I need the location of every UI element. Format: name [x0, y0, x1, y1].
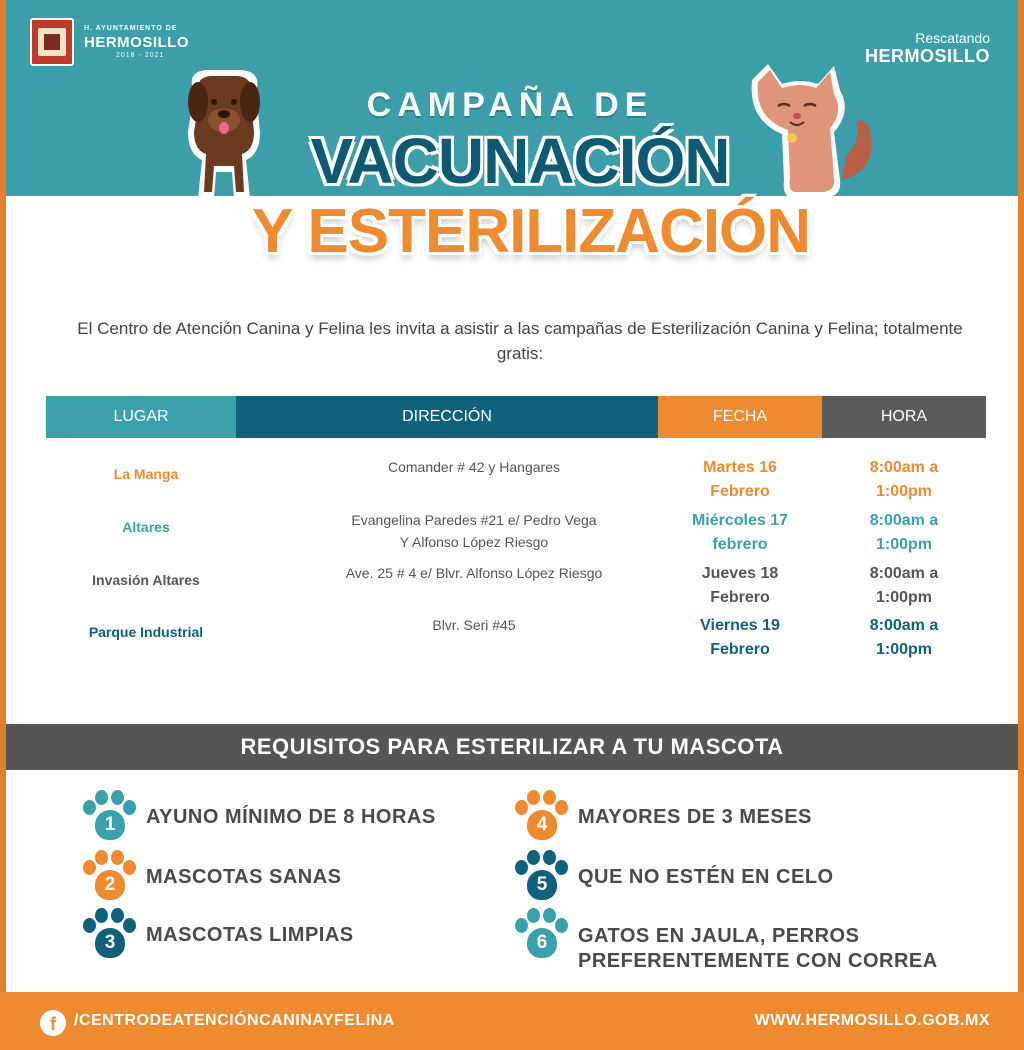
requirement-number: 3	[104, 932, 116, 953]
requirement-item	[512, 848, 834, 906]
fecha-line: Miércoles 17	[691, 512, 789, 529]
requirement-line: GATOS EN JAULA, PERROS	[578, 925, 860, 947]
cell-direccion	[264, 562, 684, 584]
table-row	[46, 509, 986, 561]
requirement-item	[80, 788, 436, 846]
org-name: HERMOSILLO	[84, 34, 189, 51]
hora-line: 8:00am a	[869, 459, 939, 476]
direccion-line: Comander # 42 y Hangares	[388, 459, 560, 475]
hora-line: 1:00pm	[875, 483, 933, 500]
cell-fecha	[658, 562, 822, 610]
fecha-line: Martes 16	[703, 459, 777, 476]
cell-direccion	[264, 456, 684, 478]
header-hora: HORA	[822, 396, 986, 438]
requirement-line: MASCOTAS LIMPIAS	[146, 923, 354, 946]
paw-icon	[80, 848, 138, 906]
cell-lugar: La Manga	[113, 466, 179, 482]
requirement-number: 5	[536, 874, 548, 895]
requirement-line: MAYORES DE 3 MESES	[578, 805, 812, 828]
cell-lugar: Altares	[122, 519, 170, 535]
paw-icon	[80, 906, 138, 964]
requirement-text	[146, 923, 354, 948]
cell-hora	[822, 562, 986, 610]
requirement-line: QUE NO ESTÉN EN CELO	[578, 865, 834, 888]
requirement-line: PREFERENTEMENTE CON CORREA	[578, 950, 938, 972]
org-subtitle: H. AYUNTAMIENTO DE	[84, 25, 178, 32]
fecha-line: Febrero	[710, 641, 770, 658]
city-crest-icon	[30, 18, 74, 66]
paw-icon	[512, 906, 570, 964]
campaign-brand-small: Rescatando	[915, 30, 990, 46]
header-direccion: DIRECCIÓN	[236, 396, 658, 438]
hora-line: 1:00pm	[875, 536, 933, 553]
cell-hora	[822, 614, 986, 662]
requirement-item	[512, 906, 938, 974]
hora-line: 8:00am a	[869, 565, 939, 582]
requirement-item	[80, 848, 342, 906]
header-lugar: LUGAR	[46, 396, 236, 438]
paw-icon	[80, 788, 138, 846]
fecha-line: Febrero	[710, 589, 770, 606]
facebook-link[interactable]: /CENTRODEATENCIÓNCANINAYFELINA	[74, 1012, 395, 1029]
fecha-line: Viernes 19	[700, 617, 780, 634]
direccion-line: Blvr. Seri #45	[432, 617, 516, 633]
cell-hora	[822, 456, 986, 504]
intro-text: El Centro de Atención Canina y Felina les invita a asistir a las campañas de Esterilización Canina y Felina; totalmente gratis:	[77, 319, 963, 363]
hora-line: 8:00am a	[869, 512, 939, 529]
requirements-title: REQUISITOS PARA ESTERILIZAR A TU MASCOTA	[6, 724, 1018, 770]
requirement-number: 2	[104, 874, 116, 895]
fecha-line: Febrero	[710, 483, 770, 500]
fecha-line: febrero	[712, 536, 768, 553]
requirement-number: 1	[104, 814, 116, 835]
requirement-text	[146, 805, 436, 830]
hora-line: 1:00pm	[875, 641, 933, 658]
schedule-table-header	[46, 396, 986, 438]
requirement-number: 6	[536, 932, 548, 953]
direccion-line: Y Alfonso López Riesgo	[399, 534, 549, 550]
cell-fecha	[658, 456, 822, 504]
header-fecha: FECHA	[658, 396, 822, 438]
requirement-text	[578, 865, 834, 890]
cell-fecha	[658, 509, 822, 557]
requirement-text	[146, 865, 342, 890]
org-years: 2018 - 2021	[116, 52, 165, 59]
table-row	[46, 562, 986, 614]
cell-direccion	[264, 509, 684, 553]
hora-line: 8:00am a	[869, 617, 939, 634]
campaign-brand-big: HERMOSILLO	[865, 46, 990, 66]
requirement-text	[578, 924, 938, 974]
table-row	[46, 614, 986, 666]
requirement-line: AYUNO MÍNIMO DE 8 HORAS	[146, 805, 436, 828]
cell-lugar: Parque Industrial	[88, 624, 204, 640]
cell-direccion	[264, 614, 684, 636]
requirement-number: 4	[536, 814, 548, 835]
facebook-icon[interactable]: f	[40, 1010, 66, 1036]
fecha-line: Jueves 18	[701, 565, 779, 582]
cell-lugar: Invasión Altares	[92, 572, 200, 588]
requirement-line: MASCOTAS SANAS	[146, 865, 342, 888]
title-line-3: Y ESTERILIZACIÓN	[251, 197, 811, 266]
requirement-text	[578, 805, 812, 830]
hora-line: 1:00pm	[875, 589, 933, 606]
direccion-line: Ave. 25 # 4 e/ Blvr. Alfonso López Riesgo	[345, 565, 603, 581]
cell-fecha	[658, 614, 822, 662]
table-row	[46, 456, 986, 508]
cell-hora	[822, 509, 986, 557]
requirement-item	[512, 788, 812, 846]
requirement-item	[80, 906, 354, 964]
website-link[interactable]: WWW.HERMOSILLO.GOB.MX	[754, 1012, 990, 1029]
title-line-2: VACUNACIÓN	[310, 125, 730, 197]
paw-icon	[512, 848, 570, 906]
title-line-1: CAMPAÑA DE	[366, 86, 654, 124]
direccion-line: Evangelina Paredes #21 e/ Pedro Vega	[351, 512, 597, 528]
paw-icon	[512, 788, 570, 846]
